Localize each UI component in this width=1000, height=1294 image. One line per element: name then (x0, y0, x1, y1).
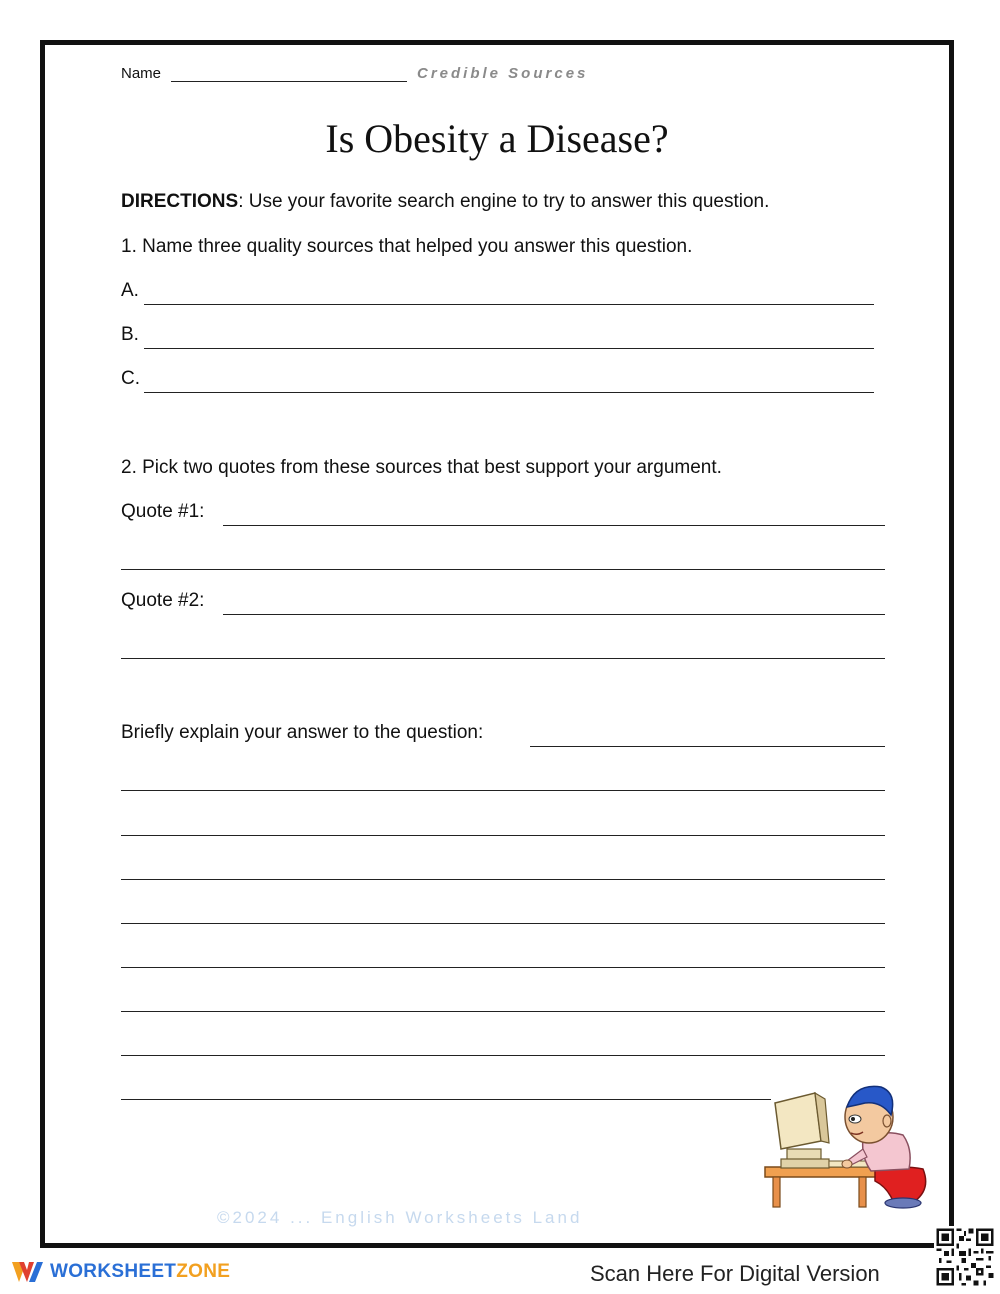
directions (121, 191, 769, 213)
brand-name-worksheet: WORKSHEET (50, 1261, 177, 1282)
directions-text: : Use your favorite search engine to try to answer this question. (238, 191, 770, 212)
worksheetzone-logo-icon (10, 1259, 44, 1285)
option-b-answer-line[interactable] (144, 348, 874, 349)
quote-1-label: Quote #1: (121, 501, 205, 522)
question-2-text: 2. Pick two quotes from these sources that best support your argument. (121, 457, 722, 478)
option-c-answer-line[interactable] (144, 392, 874, 393)
option-b-label: B. (121, 324, 139, 345)
explain-line[interactable] (121, 967, 885, 968)
scan-instruction: Scan Here For Digital Version (590, 1261, 880, 1286)
quote-2-answer-line-2[interactable] (121, 658, 885, 659)
option-a-label: A. (121, 280, 139, 301)
explain-line[interactable] (121, 790, 885, 791)
worksheet-frame (40, 40, 954, 1248)
qr-code-icon[interactable] (934, 1226, 996, 1288)
option-c-label: C. (121, 368, 140, 389)
explain-line[interactable] (121, 879, 885, 880)
quote-1-answer-line-2[interactable] (121, 569, 885, 570)
quote-2-answer-line[interactable] (223, 614, 885, 615)
faded-copyright-text: ©2024 ... English Worksheets Land (217, 1208, 583, 1227)
name-field-line[interactable] (171, 81, 407, 82)
explain-prompt: Briefly explain your answer to the question: (121, 722, 484, 743)
explain-line[interactable] (121, 1055, 885, 1056)
page-title: Is Obesity a Disease? (325, 116, 669, 161)
brand-name-zone: ZONE (176, 1261, 231, 1282)
name-label: Name (121, 65, 162, 82)
explain-answer-line[interactable] (530, 746, 885, 747)
directions-label: DIRECTIONS (121, 191, 239, 212)
explain-line[interactable] (121, 923, 885, 924)
option-a-answer-line[interactable] (144, 304, 874, 305)
worksheet-subtitle: Credible Sources (417, 65, 589, 82)
explain-line[interactable] (121, 1011, 885, 1012)
quote-1-answer-line[interactable] (223, 525, 885, 526)
explain-line[interactable] (121, 835, 885, 836)
boy-computer-clipart-icon (763, 1069, 943, 1209)
explain-line[interactable] (121, 1099, 771, 1100)
quote-2-label: Quote #2: (121, 590, 205, 611)
question-1-text: 1. Name three quality sources that helped you answer this question. (121, 236, 693, 257)
brand-logo[interactable] (10, 1257, 230, 1287)
